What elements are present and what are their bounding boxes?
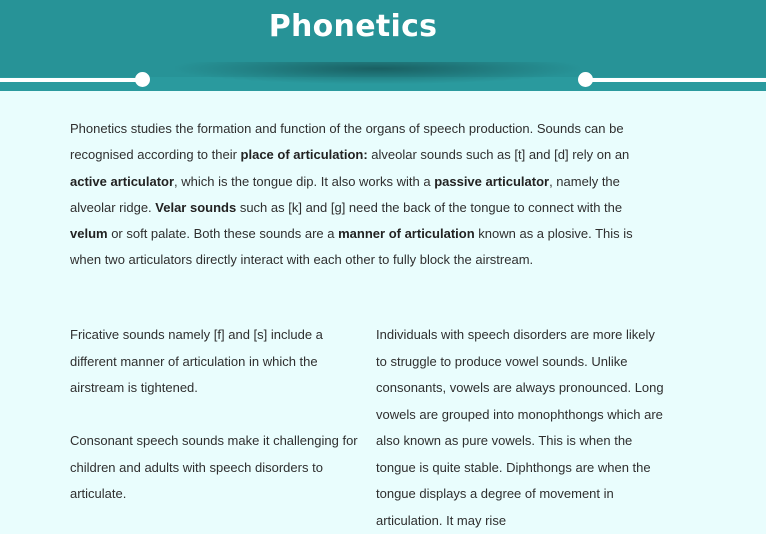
- divider-line-left: [0, 78, 140, 82]
- intro-text: such as [k] and [g] need the back of the tongue to connect with the: [236, 199, 623, 215]
- intro-text: Phonetics studies the formation and function of the organs of speech production. Sounds can be recognised according to their: [70, 121, 624, 163]
- term-velum: velum: [70, 226, 108, 242]
- intro-text: alveolar sounds such as [t] and [d] rely on an: [367, 147, 630, 163]
- term-manner-of-articulation: manner of articulation: [338, 226, 475, 242]
- intro-text: or soft palate. Both these sounds are a: [107, 226, 339, 242]
- intro-text: , namely the alveolar ridge.: [70, 173, 620, 215]
- term-passive-articulator: passive articulator: [434, 173, 550, 189]
- header-banner: [0, 0, 766, 91]
- term-velar-sounds: Velar sounds: [155, 199, 237, 215]
- intro-text: , which is the tongue dip. It also works with a: [174, 173, 435, 189]
- divider-dot-left: [135, 72, 150, 87]
- page-title: Phonetics: [268, 9, 438, 44]
- term-place-of-articulation: place of articulation:: [240, 147, 368, 163]
- intro-text: known as a plosive. This is when two articulators directly interact with each other to fully block the airstream.: [70, 226, 633, 268]
- consonant-paragraph: Consonant speech sounds make it challenging for children and adults with speech disorders to articulate.: [70, 433, 358, 501]
- header-shadow: [175, 62, 580, 84]
- fricative-paragraph: Fricative sounds namely [f] and [s] include a different manner of articulation in which the airstream is tightened.: [70, 327, 323, 395]
- intro-paragraph: [70, 116, 650, 274]
- vowel-paragraph: Individuals with speech disorders are more likely to struggle to produce vowel sounds. Unlike consonants, vowels are always pronounced. Long vowels are grouped into monophthongs which are also known as pure vowels. This is when the tongue is quite stable. Diphthongs are when the tongue displays a degree of movement in articulation. It may rise: [376, 327, 664, 528]
- term-active-articulator: active articulator: [70, 173, 175, 189]
- divider-line-right: [586, 78, 766, 82]
- divider-dot-right: [578, 72, 593, 87]
